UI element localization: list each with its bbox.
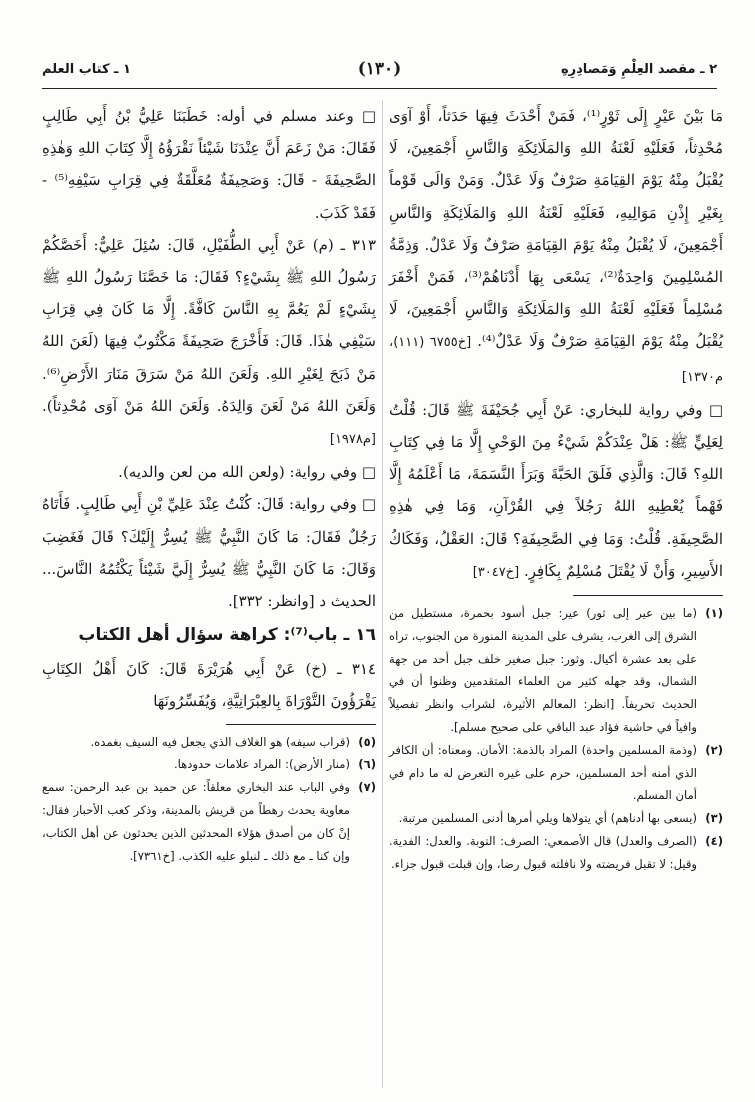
right-column	[389, 100, 723, 876]
chapter-heading: ١٦ ـ باب⁽⁷⁾: كراهة سؤال أهل الكتاب	[78, 625, 376, 646]
header-section-title: ٢ ـ مقصد العِلْمِ وَمَصادِرِهِ	[560, 62, 717, 77]
footnote: (١) (ما بين عير إلى ثور) عير: جبل أسود بحمرة، مستطيل من الشرق إلى الغرب، يشرف على المدينة المنورة من الجنوب، تراه على بعد عشرة أكيال. وثور: جبل صغير خلف جبل أحد من جهة الشمال، وقد جهله كثير من العلماء المتقدمين وظنوا أن في الحديث تحريفاً. [انظر: المعالم الأثيرة، لشراب وانظر تفصيلاً وافياً في حاشية فؤاد عبد الباقي على صحيح مسلم].	[389, 606, 723, 735]
narration-text: □ وفي رواية للبخاري: عَنْ أَبِي جُحَيْفَةَ ﷺ قَالَ: قُلْتُ لِعَلِيٍّ ﷺ: هَلْ عِنْدَكُمْ شَيْءٌ مِنَ الوَحْيِ إِلَّا مَا فِي كِتَابِ اللهِ؟ قَالَ: وَالَّذِي فَلَقَ الحَبَّةَ وَبَرَأَ النَّسَمَةَ، مَا أَعْلَمُهُ إِلَّا فَهْماً يُعْطِيهِ اللهُ رَجُلاً فِي القُرْآنِ، وَمَا فِي هٰذِهِ الصَّحِيفَةِ. قُلْتُ: وَمَا فِي الصَّحِيفَةِ؟ قَالَ: العَقْلُ، وَفَكَاكُ الأَسِيرِ، وَأَنْ لَا يُقْتَلَ مُسْلِمٌ بِكَافِرٍ. [خ٣٠٤٧]	[389, 400, 723, 580]
header-book-title: ١ ـ كتاب العلم	[42, 62, 131, 77]
narration-text: □ وفي رواية: (ولعن الله من لعن والديه).	[118, 463, 376, 482]
footnote: (٥) (قراب سيفه) هو الغلاف الذي يجعل فيه السيف بغمده.	[90, 734, 376, 749]
hadith-text: ٣١٤ ـ (خ) عَنْ أَبِي هُرَيْرَةَ قَالَ: كَانَ أَهْلُ الكِتَابِ يَقْرَؤُونَ التَّوْرَاةَ بِالعِبْرَانِيَّةِ، وَيُفَسِّرُونَهَا	[42, 660, 376, 711]
footnote: (٦) (منار الأرض): المراد علامات حدودها.	[173, 757, 376, 772]
footnote-separator	[573, 595, 723, 596]
footnote: (٧) وفي الباب عند البخاري معلقاً: عن حميد بن عبد الرحمن: سمع معاوية يحدث رهطاً من قريش بالمدينة، وذكر كعب الأحبار فقال: إنْ كان من أصدق هؤلاء المحدثين الذين يحدثون عن أهل الكتاب، وإن كنا ـ مع ذلك ـ لنبلو عليه الكذب. [خ٧٣٦١].	[42, 780, 376, 863]
column-divider	[382, 100, 383, 1088]
footnotes	[42, 731, 376, 868]
footnotes	[389, 602, 723, 876]
page-number: (١٣٠)	[357, 59, 402, 79]
hadith-reference: [م١٩٧٨]	[329, 432, 376, 448]
hadith-text: مَا بَيْنَ عَيْرٍ إِلَى ثَوْرٍ⁽¹⁾، فَمَنْ أَحْدَثَ فِيهَا حَدَثاً، أَوْ آوَى مُحْدِثاً، فَعَلَيْهِ لَعْنَةُ اللهِ وَالمَلَائِكَةِ وَالنَّاسِ أَجْمَعِينَ، لَا يُقْبَلُ مِنْهُ يَوْمَ القِيَامَةِ صَرْفٌ وَلَا عَدْلٌ. وَمَنْ وَالَى قَوْماً بِغَيْرِ إِذْنِ مَوَالِيهِ، فَعَلَيْهِ لَعْنَةُ اللهِ وَالمَلَائِكَةِ وَالنَّاسِ أَجْمَعِينَ، لَا يُقْبَلُ مِنْهُ يَوْمَ القِيَامَةِ صَرْفٌ وَلَا عَدْلٌ. وَذِمَّةُ المُسْلِمِينَ وَاحِدَةٌ⁽²⁾، يَسْعَى بِهَا أَدْنَاهُمْ⁽³⁾، فَمَنْ أَخْفَرَ مُسْلِماً فَعَلَيْهِ لَعْنَةُ اللهِ وَالمَلَائِكَةِ وَالنَّاسِ أَجْمَعِينَ، لَا يُقْبَلُ مِنْهُ يَوْمَ القِيَامَةِ صَرْفٌ وَلَا عَدْلٌ⁽⁴⁾. [خ٦٧٥٥ (١١١)، م١٣٧٠]	[389, 107, 723, 385]
footnote: (٢) (وذمة المسلمين واحدة) المراد بالذمة: الأمان. ومعناه: أن الكافر الذي أمنه أحد المسلمين، حرم على غيره التعرض له ما دام في أمان المسلم.	[389, 742, 723, 803]
footnote: (٤) (الصرف والعدل) قال الأصمعي: الصرف: التوبة. والعدل: الفدية. وقيل: لا تقبل فريضته ولا نافلته قبول رضا، وإن قبلت قبول جزاء.	[389, 834, 723, 871]
left-column	[42, 100, 376, 867]
narration-text: □ وعند مسلم في أوله: خَطَبَنَا عَلِيُّ بْنُ أَبِي طَالِبٍ فَقَالَ: مَنْ زَعَمَ أَنَّ عِنْدَنَا شَيْئاً نَقْرَؤُهُ إِلَّا كِتَابَ اللهِ وَهٰذِهِ الصَّحِيفَةَ - قَالَ: وَصَحِيفَةٌ مُعَلَّقَةٌ فِي قِرَابِ سَيْفِهِ⁽⁵⁾ - فَقَدْ كَذَبَ.	[42, 107, 376, 222]
hadith-text: ٣١٣ ـ (م) عَنْ أَبِي الطُّفَيْلِ، قَالَ: سُئِلَ عَلِيٌّ: أَخَصَّكُمْ رَسُولُ اللهِ ﷺ بِشَيْءٍ؟ فَقَالَ: مَا خَصَّنَا رَسُولُ اللهِ ﷺ بِشَيْءٍ لَمْ يَعُمَّ بِهِ النَّاسَ كَافَّةً. إِلَّا مَا كَانَ فِي قِرَابِ سَيْفِي هٰذَا. قَالَ: فَأَخْرَجَ صَحِيفَةً مَكْتُوبٌ فِيهَا (لَعَنَ اللهُ مَنْ ذَبَحَ لِغَيْرِ اللهِ. وَلَعَنَ اللهُ مَنْ سَرَقَ مَنَارَ الأَرْضِ⁽⁶⁾. وَلَعَنَ اللهُ مَنْ لَعَنَ وَالِدَهُ. وَلَعَنَ اللهُ مَنْ آوَى مُحْدِثاً). [م١٩٧٨]	[42, 235, 376, 448]
hadith-reference: [خ٦٧٥٥ (١١١)، م١٣٧٠]	[389, 335, 723, 385]
page-header	[42, 58, 717, 89]
narration-text: □ وفي رواية: قَالَ: كُنْتُ عِنْدَ عَلِيِّ بْنِ أَبِي طَالِبٍ. فَأَتَاهُ رَجُلٌ فَقَالَ: مَا كَانَ النَّبِيُّ ﷺ يُسِرُّ إِلَيْكَ؟ قَالَ فَغَضِبَ وَقَالَ: مَا كَانَ النَّبِيُّ ﷺ يُسِرُّ إِلَيَّ شَيْئاً يَكْتُمُهُ النَّاسَ... الحديث د [وانظر: ٣٣٢].	[42, 495, 376, 611]
footnote-separator	[226, 724, 376, 725]
hadith-reference: [خ٣٠٤٧]	[472, 564, 520, 580]
footnote: (٣) (يسعى بها أدناهم) أي يتولاها ويلي أمرها أدنى المسلمين مرتبة.	[398, 811, 723, 826]
